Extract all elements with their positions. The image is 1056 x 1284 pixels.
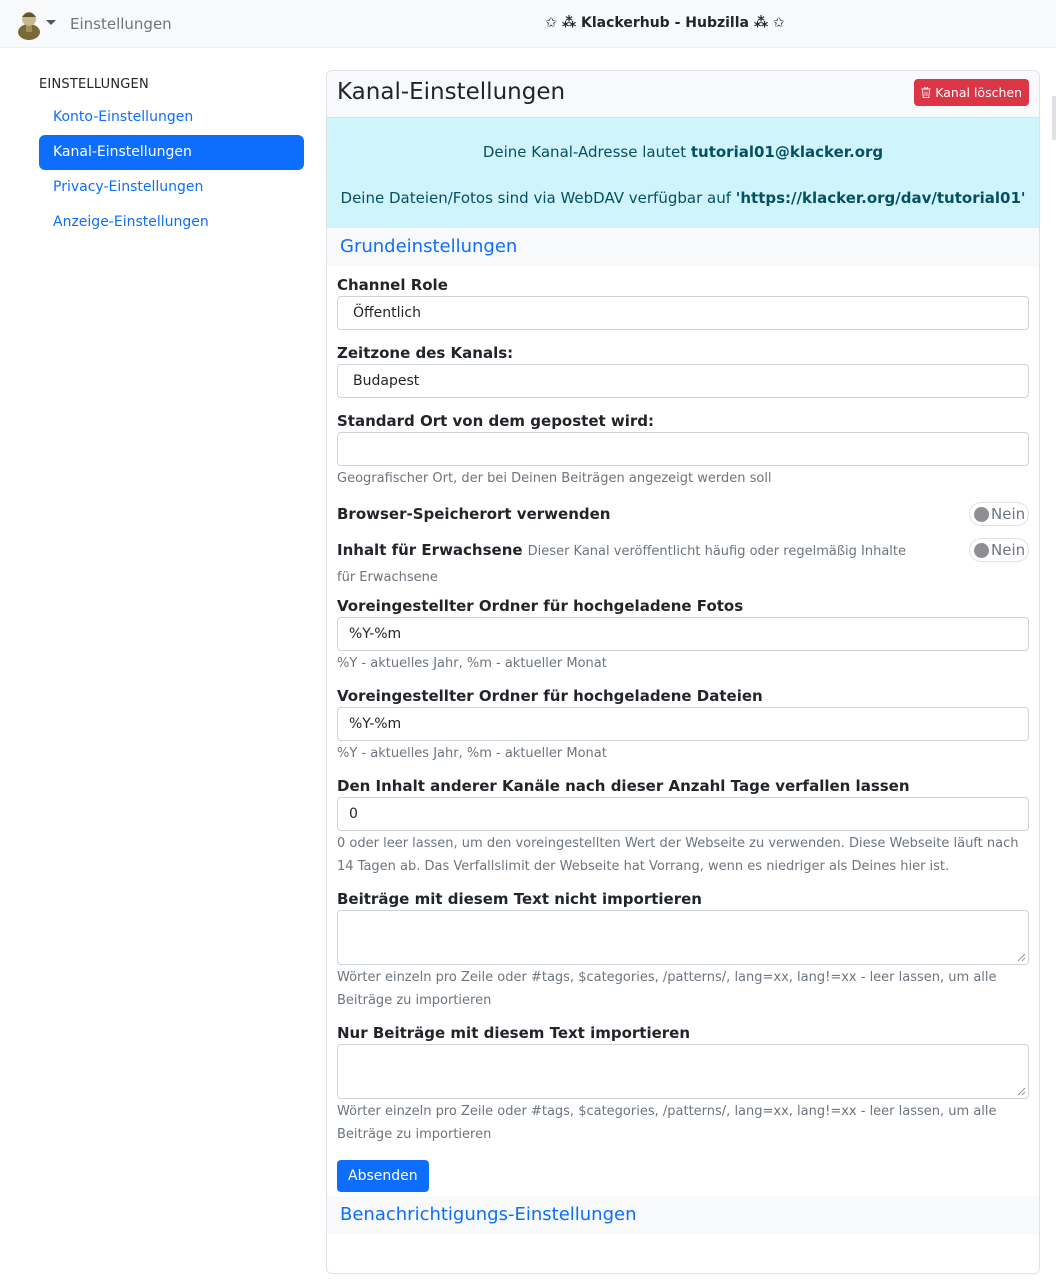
site-title[interactable]: ✩ ⁂ Klackerhub - Hubzilla ⁂ ✩ — [545, 15, 785, 31]
adult-content-row — [337, 538, 1029, 588]
browser-location-toggle[interactable] — [969, 502, 1029, 526]
webdav-url: 'https://klacker.org/dav/tutorial01' — [735, 189, 1026, 207]
webdav-line — [327, 186, 1039, 210]
location-help: Geografischer Ort, der bei Deinen Beiträgen angezeigt werden soll — [337, 471, 772, 486]
adult-content-desc: Dieser Kanal veröffentlicht häufig oder regelmäßig Inhalte für Erwachsene — [337, 544, 907, 585]
section-basic-settings[interactable]: Grundeinstellungen — [327, 228, 1039, 266]
channel-role-select[interactable]: Öffentlich — [337, 296, 1029, 330]
card-title: Kanal-Einstellungen — [337, 79, 566, 105]
timezone-select[interactable]: Budapest — [337, 364, 1029, 398]
submit-button[interactable]: Absenden — [337, 1160, 429, 1192]
card-header — [327, 71, 1039, 118]
sidebar-item-display-settings[interactable]: Anzeige-Einstellungen — [53, 214, 209, 230]
resize-handle-icon[interactable] — [1017, 1087, 1026, 1096]
location-input[interactable] — [337, 432, 1029, 466]
photo-folder-input[interactable]: %Y-%m — [337, 617, 1029, 651]
photo-folder-help: %Y - aktuelles Jahr, %m - aktueller Monat — [337, 656, 607, 671]
include-text-label: Nur Beiträge mit diesem Text importieren — [337, 1024, 691, 1042]
channel-address-prefix: Deine Kanal-Adresse lautet — [482, 143, 691, 161]
expire-label: Den Inhalt anderer Kanäle nach dieser Anzahl Tage verfallen lassen — [337, 777, 910, 795]
toggle-knob — [974, 543, 989, 558]
browser-location-label: Browser-Speicherort verwenden — [337, 505, 611, 523]
include-text-help: Wörter einzeln pro Zeile oder #tags, $categories, /patterns/, lang=xx, lang!=xx - leer lassen, um alle Beiträge zu importieren — [337, 1104, 997, 1142]
channel-address: tutorial01@klacker.org — [690, 143, 884, 161]
include-text-textarea[interactable] — [337, 1044, 1029, 1099]
channel-role-label: Channel Role — [337, 276, 448, 294]
exclude-text-textarea[interactable] — [337, 910, 1029, 965]
channel-address-line — [327, 140, 1039, 164]
location-label: Standard Ort von dem gepostet wird: — [337, 412, 655, 430]
sidebar-item-channel-settings[interactable]: Kanal-Einstellungen — [39, 135, 304, 170]
browser-location-row — [337, 502, 1029, 526]
expire-input[interactable]: 0 — [337, 797, 1029, 831]
file-folder-help: %Y - aktuelles Jahr, %m - aktueller Monat — [337, 746, 607, 761]
toggle-knob — [974, 507, 989, 522]
exclude-text-help: Wörter einzeln pro Zeile oder #tags, $categories, /patterns/, lang=xx, lang!=xx - leer lassen, um alle Beiträge zu importieren — [337, 970, 997, 1008]
photo-folder-label: Voreingestellter Ordner für hochgeladene Fotos — [337, 597, 744, 615]
resize-handle-icon[interactable] — [1017, 953, 1026, 962]
adult-content-label: Inhalt für Erwachsene — [337, 541, 523, 559]
adult-content-toggle[interactable] — [969, 538, 1029, 562]
sidebar-item-account-settings[interactable]: Konto-Einstellungen — [53, 109, 194, 125]
settings-form — [327, 276, 1039, 1192]
sidebar-item-privacy-settings[interactable]: Privacy-Einstellungen — [53, 179, 204, 195]
delete-channel-button[interactable] — [914, 79, 1029, 106]
top-navbar — [0, 0, 1056, 48]
file-folder-input[interactable]: %Y-%m — [337, 707, 1029, 741]
page-title: Einstellungen — [70, 15, 172, 33]
scrollbar-edge[interactable] — [1052, 96, 1056, 140]
timezone-label: Zeitzone des Kanals: — [337, 344, 514, 362]
channel-settings-card — [326, 70, 1040, 1274]
file-folder-label: Voreingestellter Ordner für hochgeladene Dateien — [337, 687, 763, 705]
browser-location-toggle-label: Nein — [991, 505, 1026, 523]
settings-sidebar — [39, 70, 304, 240]
webdav-prefix: Deine Dateien/Fotos sind via WebDAV verfügbar auf — [340, 189, 736, 207]
expire-help: 0 oder leer lassen, um den voreingestellten Wert der Webseite zu verwenden. Diese Webseite läuft nach 14 Tagen ab. Das Verfallslimit der Webseite hat Vorrang, wenn es niedriger als Deines hier ist. — [337, 836, 1019, 874]
trash-icon — [921, 87, 931, 98]
adult-content-toggle-label: Nein — [991, 541, 1026, 559]
channel-info-alert — [327, 118, 1039, 228]
adult-content-text — [337, 538, 917, 590]
sidebar-heading: EINSTELLUNGEN — [39, 77, 149, 92]
exclude-text-label: Beiträge mit diesem Text nicht importieren — [337, 890, 702, 908]
delete-channel-label: Kanal löschen — [935, 85, 1022, 100]
section-notification-settings[interactable]: Benachrichtigungs-Einstellungen — [327, 1196, 1039, 1234]
